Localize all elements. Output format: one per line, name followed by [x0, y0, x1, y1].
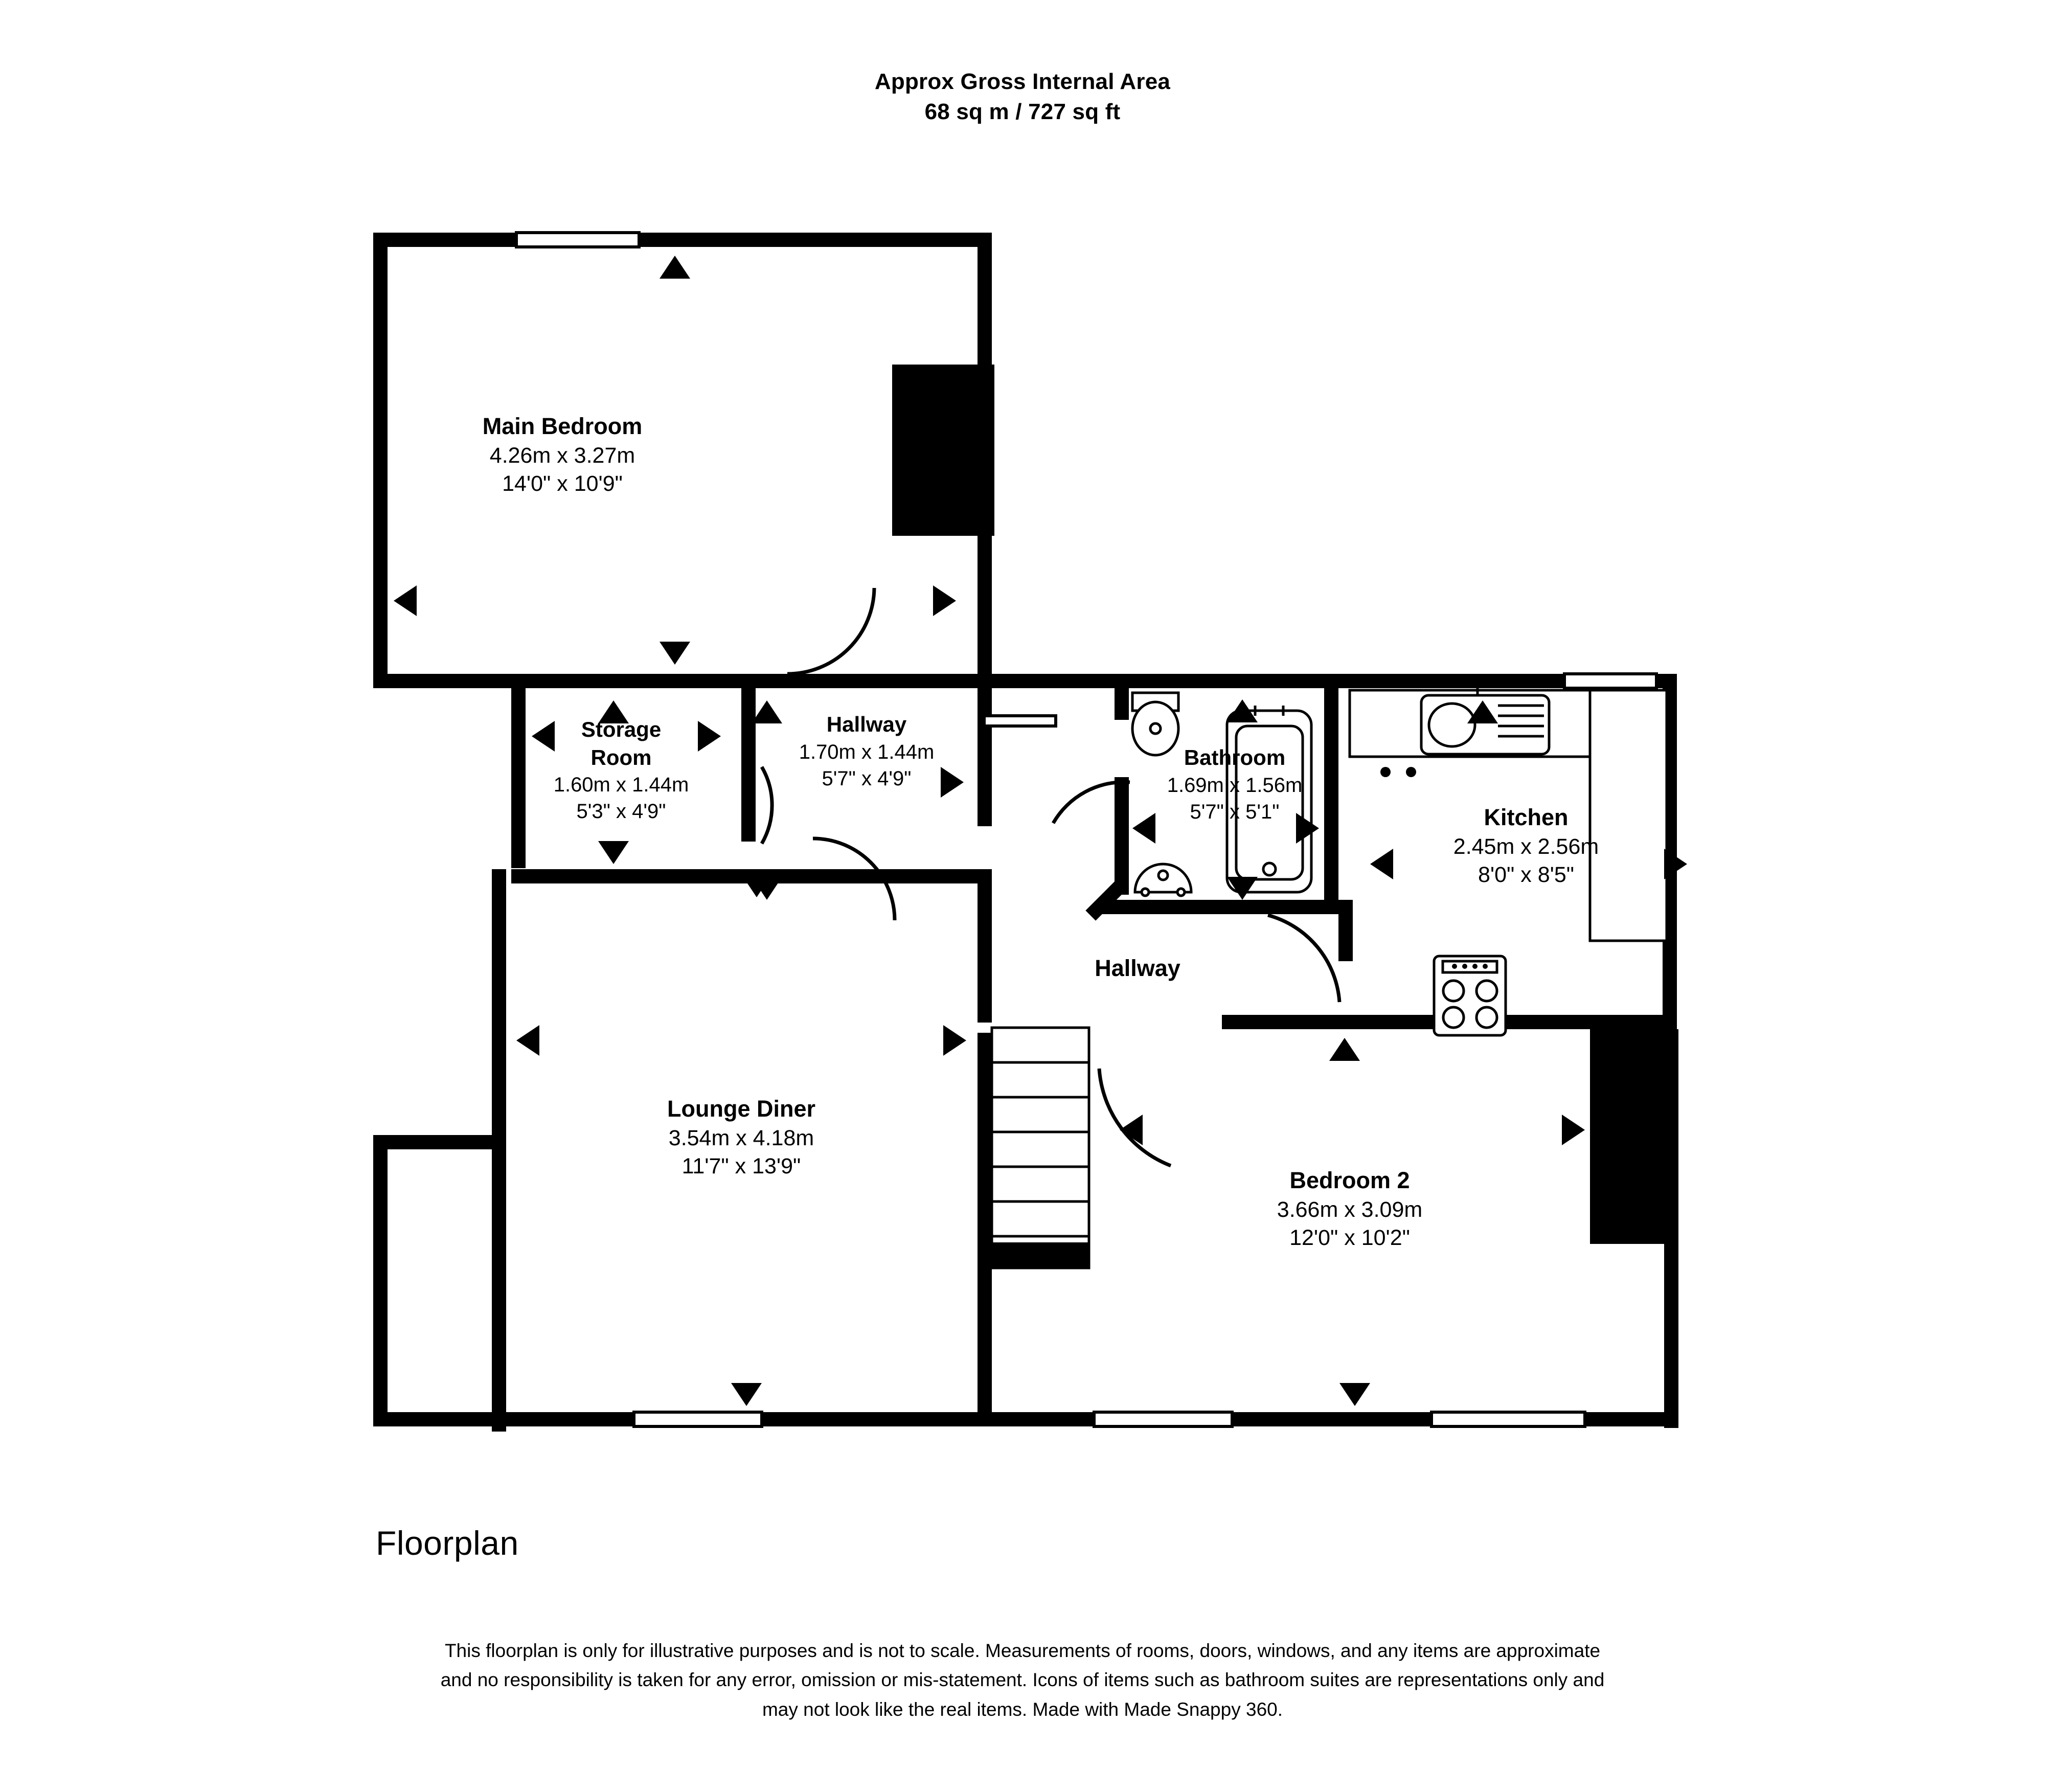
header-area: 68 sq m / 727 sq ft: [924, 99, 1121, 125]
room-dim-imperial: 5'7" x 5'1": [1190, 800, 1280, 823]
disclaimer-line-2: and no responsibility is taken for any error, omission or mis-statement. Icons of items such as bathroom suites are representations only and: [440, 1669, 1605, 1691]
room-dim-metric: 3.54m x 4.18m: [668, 1125, 814, 1150]
room-dim-imperial: 11'7" x 13'9": [681, 1154, 801, 1179]
room-dim-metric: 1.69m x 1.56m: [1167, 774, 1303, 797]
room-dim-metric: 2.45m x 2.56m: [1453, 834, 1599, 859]
room-dim-metric: 1.70m x 1.44m: [799, 740, 935, 763]
room-dim-imperial: 14'0" x 10'9": [502, 471, 623, 496]
room-label-hallway-upper: [736, 711, 997, 792]
room-name: Bedroom 2: [1289, 1167, 1410, 1193]
sink-icon: [1135, 864, 1191, 896]
room-name: Bathroom: [1184, 745, 1286, 769]
room-name: Hallway: [826, 712, 907, 736]
room-name-line1: Storage: [581, 717, 662, 741]
door-bedroom2: [1099, 1069, 1171, 1166]
floorplan-title: Floorplan: [376, 1524, 519, 1562]
room-label-lounge-diner: [511, 1094, 971, 1181]
door-main-bedroom: [787, 588, 874, 674]
room-name-line2: Room: [590, 745, 652, 769]
disclaimer-line-1: This floorplan is only for illustrative purposes and is not to scale. Measurements of rooms, doors, windows, and any items are approximate: [444, 1640, 1601, 1661]
room-label-bedroom-2: [1120, 1166, 1580, 1253]
room-label-storage-room: [498, 716, 744, 825]
room-label-bathroom: [1089, 744, 1380, 825]
room-name: Hallway: [1095, 955, 1180, 981]
door-kitchen: [1268, 915, 1339, 1002]
room-dim-metric: 1.60m x 1.44m: [553, 774, 689, 797]
room-name: Kitchen: [1484, 804, 1569, 830]
room-dim-imperial: 5'7" x 4'9": [822, 767, 912, 790]
room-dim-metric: 4.26m x 3.27m: [489, 443, 635, 468]
staircase-icon: [992, 1028, 1089, 1268]
room-name: Lounge Diner: [667, 1096, 815, 1122]
room-dim-imperial: 12'0" x 10'2": [1289, 1226, 1410, 1251]
disclaimer-line-3: may not look like the real items. Made with Made Snappy 360.: [762, 1698, 1283, 1720]
room-dim-metric: 3.66m x 3.09m: [1277, 1197, 1423, 1222]
room-label-kitchen: [1375, 803, 1677, 890]
room-dim-imperial: 5'3" x 4'9": [576, 800, 666, 823]
room-name: Main Bedroom: [482, 413, 643, 439]
header-title: Approx Gross Internal Area: [874, 69, 1171, 94]
room-label-main-bedroom: [404, 412, 721, 498]
room-dim-imperial: 8'0" x 8'5": [1478, 863, 1574, 888]
room-label-hallway-lower: [1028, 954, 1247, 984]
hob-icon: [1434, 956, 1506, 1035]
disclaimer: [0, 1636, 2045, 1724]
